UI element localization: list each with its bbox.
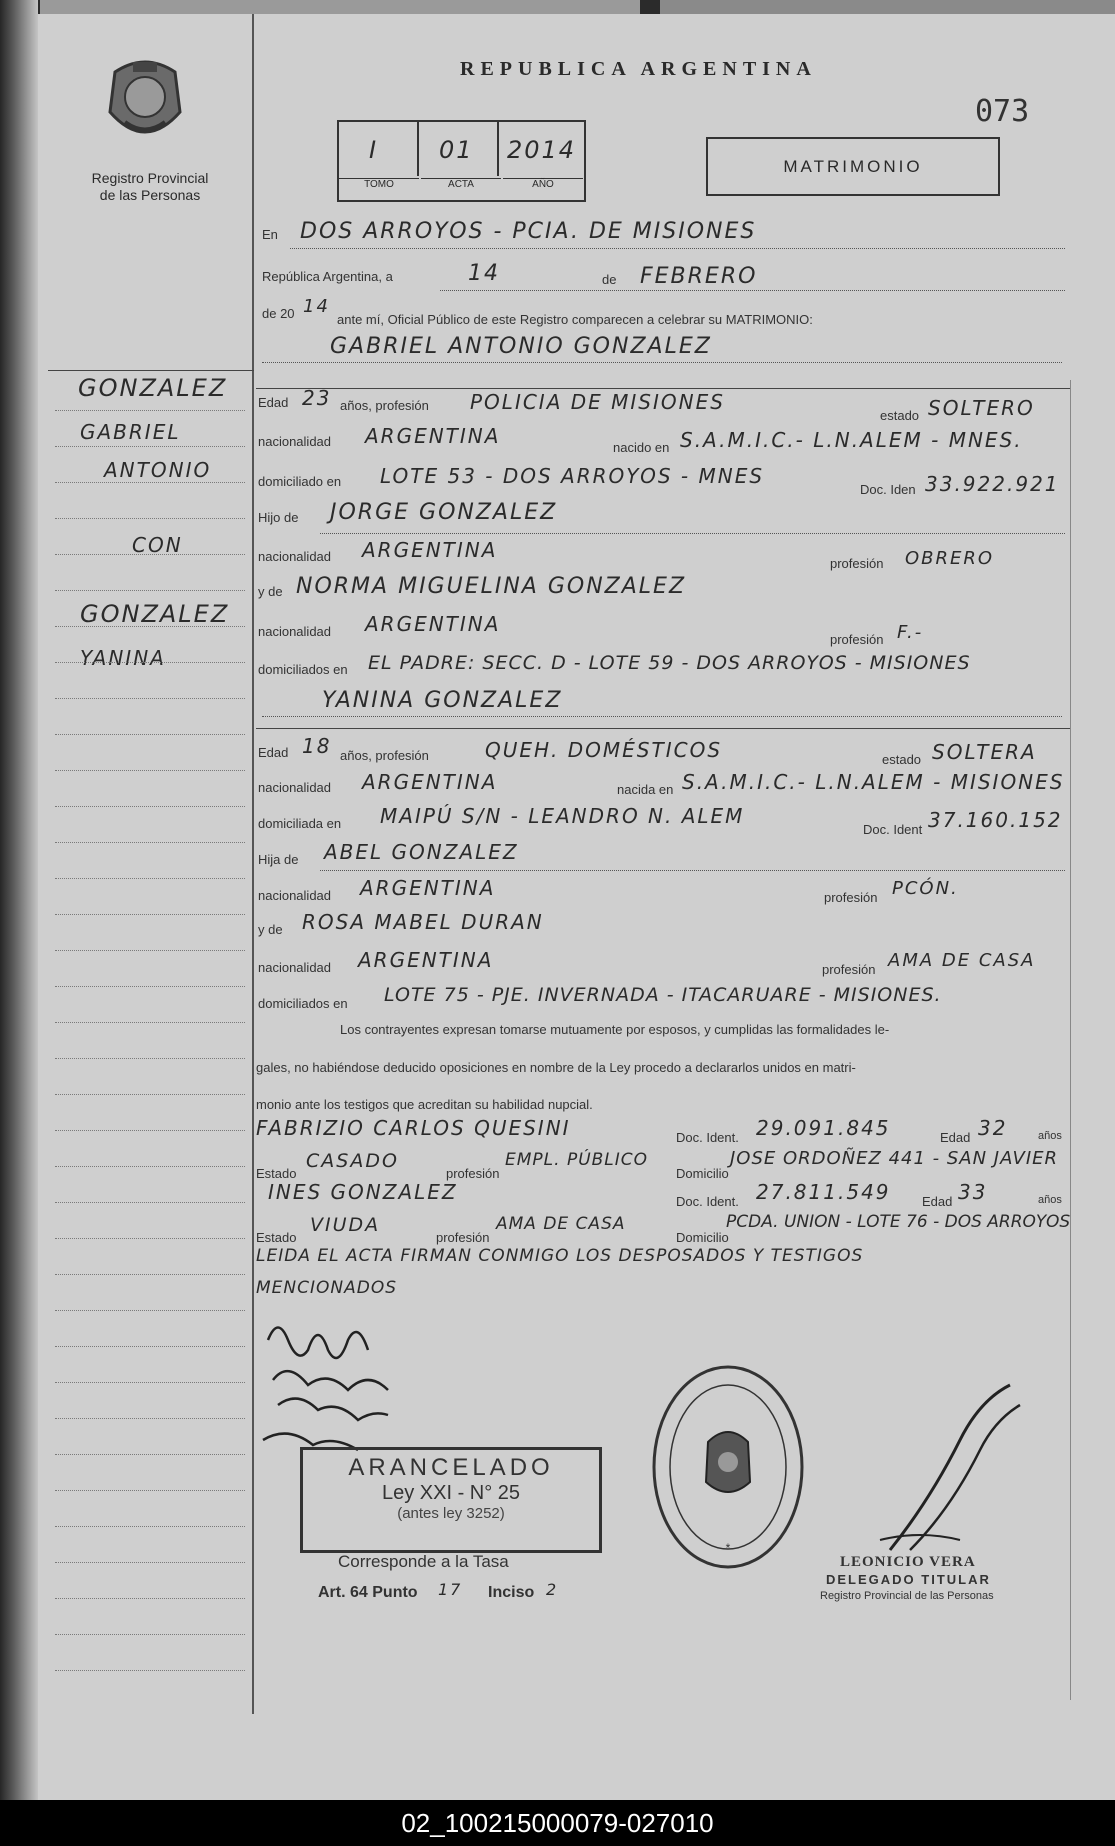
bride-nationality: ARGENTINA [362, 770, 498, 794]
bride-mother-nat: ARGENTINA [358, 948, 494, 972]
margin-ruled-line [55, 698, 245, 700]
acta-label: ACTA [421, 178, 501, 190]
year-prefix: de 20 [262, 306, 295, 321]
registry-line-1: Registro Provincial [91, 170, 209, 186]
coat-of-arms-icon [95, 52, 195, 152]
witness-1-name: FABRIZIO CARLOS QUESINI [256, 1116, 571, 1140]
republica-label: República Argentina, a [262, 269, 393, 284]
bride-nacida-label: nacida en [617, 782, 674, 797]
margin-ruled-line [55, 1490, 245, 1492]
witness-2-edad-label: Edad [922, 1194, 953, 1209]
bride-estado: SOLTERA [932, 740, 1037, 764]
arancelado-line-2: Ley XXI - N° 25 [381, 1482, 521, 1504]
inciso-label: Inciso [488, 1584, 535, 1601]
witness-2-estado: VIUDA [310, 1214, 381, 1236]
bride-age: 18 [302, 734, 332, 758]
witness-1-prof-label: profesión [446, 1166, 500, 1181]
punto-value: 17 [438, 1580, 463, 1599]
bride-doc: 37.160.152 [928, 808, 1063, 832]
bride-father-nac-label: nacionalidad [258, 888, 332, 903]
witness-1-age: 32 [978, 1116, 1008, 1140]
anio-value: 2014 [507, 136, 577, 164]
margin-ruled-line [55, 482, 245, 484]
margin-ruled-line [55, 770, 245, 772]
bride-name-dots [262, 716, 1062, 717]
margin-ruled-line [55, 1670, 245, 1672]
bride-mother: ROSA MABEL DURAN [302, 910, 544, 934]
art-text: Art. 64 Punto [318, 1584, 418, 1601]
svg-text:*: * [725, 1541, 731, 1555]
margin-ruled-line [55, 590, 245, 592]
bride-father-prof: PCÓN. [892, 878, 959, 899]
margin-ruled-line [55, 878, 245, 880]
bride-doc-label: Doc. Ident [863, 822, 923, 837]
margin-ruled-line [55, 1130, 245, 1132]
witness-1-anios-label: años [1038, 1130, 1062, 1142]
official-signature [870, 1380, 1030, 1560]
margin-ruled-line [55, 1454, 245, 1456]
margin-ruled-line [55, 1346, 245, 1348]
registry-name [70, 170, 230, 204]
margin-con: CON [132, 533, 183, 557]
margin-line [252, 14, 254, 1714]
groom-doc-label: Doc. Iden [860, 482, 916, 497]
margin-ruled-line [55, 950, 245, 952]
bride-estado-label: estado [882, 752, 922, 767]
margin-surname-1: GONZALEZ [78, 374, 228, 402]
declaration-line-3: monio ante los testigos que acreditan su habilidad nupcial. [256, 1097, 593, 1112]
margin-ruled-line [55, 1562, 245, 1564]
margin-ruled-line [55, 1058, 245, 1060]
margin-ruled-line [55, 1310, 245, 1312]
margin-ruled-line [55, 734, 245, 736]
right-border [1070, 380, 1071, 1700]
margin-ruled-line [55, 806, 245, 808]
margin-ruled-line [55, 410, 245, 412]
groom-estado: SOLTERO [928, 396, 1035, 420]
country-title: REPUBLICA ARGENTINA [460, 58, 817, 80]
groom-parents-address: EL PADRE: SECC. D - LOTE 59 - DOS ARROYOS - MISIONES [368, 652, 971, 674]
groom-profesion-label: años, profesión [340, 398, 429, 413]
bride-mother-prof-label: profesión [822, 962, 876, 977]
groom-estado-label: estado [880, 408, 920, 423]
witness-2-doc-label: Doc. Ident. [676, 1194, 739, 1209]
official-seal-icon [648, 1362, 808, 1572]
groom-dom-label: domiciliado en [258, 474, 342, 489]
margin-ruled-line [55, 1238, 245, 1240]
witness-2-prof-label: profesión [436, 1230, 490, 1245]
signatures-cluster [258, 1310, 418, 1470]
official-name: LEONICIO VERA [840, 1554, 976, 1570]
groom-address: LOTE 53 - DOS ARROYOS - MNES [380, 464, 765, 488]
groom-father-nac-label: nacionalidad [258, 549, 332, 564]
groom-hijo-label: Hijo de [258, 510, 299, 525]
groom-profession: POLICIA DE MISIONES [470, 390, 725, 414]
intro-sentence: ante mí, Oficial Público de este Registro comparecen a celebrar su MATRIMONIO: [337, 312, 813, 327]
bride-parents-dom-label: domiciliados en [258, 996, 348, 1011]
groom-father-nat: ARGENTINA [362, 538, 498, 562]
margin-ruled-line [55, 1382, 245, 1384]
margin-ruled-line [55, 554, 245, 556]
margin-ruled-line [55, 986, 245, 988]
groom-nacido-label: nacido en [613, 440, 670, 455]
bride-dom-label: domiciliada en [258, 816, 342, 831]
margin-name-1: GABRIEL [80, 420, 181, 444]
bride-father-dots [320, 870, 1065, 871]
bride-father-prof-label: profesión [824, 890, 878, 905]
witness-2-profession: AMA DE CASA [496, 1214, 626, 1234]
margin-ruled-line [55, 1202, 245, 1204]
margin-top-rule [48, 370, 254, 371]
day-value: 14 [468, 261, 500, 286]
bride-edad-label: Edad [258, 745, 289, 760]
margin-ruled-line [55, 1598, 245, 1600]
witness-2-dom-label: Domicilio [676, 1230, 729, 1245]
bride-mother-prof: AMA DE CASA [888, 950, 1036, 971]
witness-2-anios-label: años [1038, 1194, 1062, 1206]
closing-line-2: MENCIONADOS [256, 1278, 397, 1298]
margin-ruled-line [55, 1166, 245, 1168]
margin-name-3: YANINA [80, 646, 166, 670]
groom-name: GABRIEL ANTONIO GONZALEZ [330, 334, 712, 359]
groom-father: JORGE GONZALEZ [330, 500, 558, 525]
witness-1-estado: CASADO [306, 1150, 399, 1172]
margin-ruled-line [55, 518, 245, 520]
act-type-box: MATRIMONIO [706, 137, 1000, 196]
margin-ruled-line [55, 446, 245, 448]
groom-nac-label: nacionalidad [258, 434, 332, 449]
witness-1-estado-label: Estado [256, 1166, 297, 1181]
groom-nationality: ARGENTINA [365, 424, 501, 448]
margin-ruled-line [55, 626, 245, 628]
bride-profession: QUEH. DOMÉSTICOS [485, 738, 723, 762]
witness-2-name: INES GONZALEZ [268, 1180, 458, 1204]
acta-value: 01 [439, 136, 474, 164]
father-dots [320, 533, 1065, 534]
registry-line-2: de las Personas [99, 187, 201, 203]
witness-1-doc-label: Doc. Ident. [676, 1130, 739, 1145]
margin-surname-2: GONZALEZ [80, 600, 230, 628]
margin-ruled-line [55, 1634, 245, 1636]
groom-section-rule [256, 388, 1070, 389]
groom-doc: 33.922.921 [925, 472, 1060, 496]
closing-line-1: LEIDA EL ACTA FIRMAN CONMIGO LOS DESPOSADOS Y TESTIGOS [256, 1246, 864, 1266]
groom-age: 23 [302, 386, 332, 410]
place-dots [290, 248, 1065, 249]
bride-nac-label: nacionalidad [258, 780, 332, 795]
bride-address: MAIPÚ S/N - LEANDRO N. ALEM [380, 804, 745, 828]
date-dots [440, 290, 1065, 291]
margin-ruled-line [55, 1274, 245, 1276]
book-binding [0, 0, 38, 1800]
witness-1-edad-label: Edad [940, 1130, 971, 1145]
witness-1-address: JOSE ORDOÑEZ 441 - SAN JAVIER [730, 1148, 1059, 1169]
bride-mother-nac-label: nacionalidad [258, 960, 332, 975]
witness-2-doc: 27.811.549 [756, 1180, 891, 1204]
margin-ruled-line [55, 914, 245, 916]
arancelado-stamp [300, 1447, 602, 1553]
de-label: de [602, 272, 617, 287]
groom-mother-nac-label: nacionalidad [258, 624, 332, 639]
official-title: DELEGADO TITULAR [826, 1572, 991, 1587]
bride-yde-label: y de [258, 922, 283, 937]
place-value: DOS ARROYOS - PCIA. DE MISIONES [300, 219, 757, 244]
margin-name-2: ANTONIO [104, 458, 212, 482]
groom-mother-prof: F.- [897, 622, 924, 643]
tomo-value: I [369, 136, 379, 164]
witness-1-dom-label: Domicilio [676, 1166, 729, 1181]
tasa-text: Corresponde a la Tasa [338, 1552, 509, 1571]
en-label: En [262, 227, 278, 242]
groom-father-prof: OBRERO [905, 548, 995, 569]
witness-1-doc: 29.091.845 [756, 1116, 891, 1140]
groom-mother: NORMA MIGUELINA GONZALEZ [296, 574, 687, 599]
bride-hija-label: Hija de [258, 852, 299, 867]
bride-father-nat: ARGENTINA [360, 876, 496, 900]
groom-edad-label: Edad [258, 395, 289, 410]
margin-ruled-line [55, 842, 245, 844]
margin-ruled-line [55, 1094, 245, 1096]
year-suffix: 14 [303, 296, 330, 317]
scan-id-footer: 02_100215000079-027010 [0, 1800, 1115, 1846]
tomo-label: TOMO [339, 178, 419, 190]
groom-name-dots [262, 362, 1062, 363]
declaration-line-2: gales, no habiéndose deducido oposiciones en nombre de la Ley procedo a declararlos unidos en matri- [256, 1060, 856, 1075]
folio-number: 073 [975, 94, 1030, 129]
bride-name: YANINA GONZALEZ [322, 688, 563, 713]
groom-parents-dom-label: domiciliados en [258, 662, 348, 677]
official-org: Registro Provincial de las Personas [820, 1590, 994, 1602]
bride-parents-address: LOTE 75 - PJE. INVERNADA - ITACARUARE - MISIONES. [384, 984, 942, 1006]
witness-2-age: 33 [958, 1180, 988, 1204]
groom-father-prof-label: profesión [830, 556, 884, 571]
bride-birthplace: S.A.M.I.C.- L.N.ALEM - MISIONES [682, 770, 1065, 794]
witness-2-estado-label: Estado [256, 1230, 297, 1245]
inciso-value: 2 [546, 1580, 559, 1599]
bride-profesion-label: años, profesión [340, 748, 429, 763]
witness-1-profession: EMPL. PÚBLICO [505, 1150, 649, 1170]
arancelado-line-1: ARANCELADO [348, 1454, 554, 1481]
bride-section-rule [256, 728, 1070, 729]
margin-ruled-line [55, 1022, 245, 1024]
groom-yde-label: y de [258, 584, 283, 599]
declaration-line-1: Los contrayentes expresan tomarse mutuamente por esposos, y cumplidas las formalidades le- [340, 1022, 890, 1037]
groom-mother-prof-label: profesión [830, 632, 884, 647]
groom-birthplace: S.A.M.I.C.- L.N.ALEM - MNES. [680, 428, 1023, 452]
bride-father: ABEL GONZALEZ [324, 840, 519, 864]
month-value: FEBRERO [640, 264, 758, 289]
arancelado-line-3: (antes ley 3252) [397, 1505, 505, 1522]
witness-2-address: PCDA. UNION - LOTE 76 - DOS ARROYOS [726, 1212, 1071, 1232]
margin-ruled-line [55, 1526, 245, 1528]
margin-ruled-line [55, 662, 245, 664]
tomo-acta-anio-box [337, 120, 586, 202]
anio-label: AÑO [503, 178, 583, 190]
groom-mother-nat: ARGENTINA [365, 612, 501, 636]
margin-ruled-line [55, 1418, 245, 1420]
